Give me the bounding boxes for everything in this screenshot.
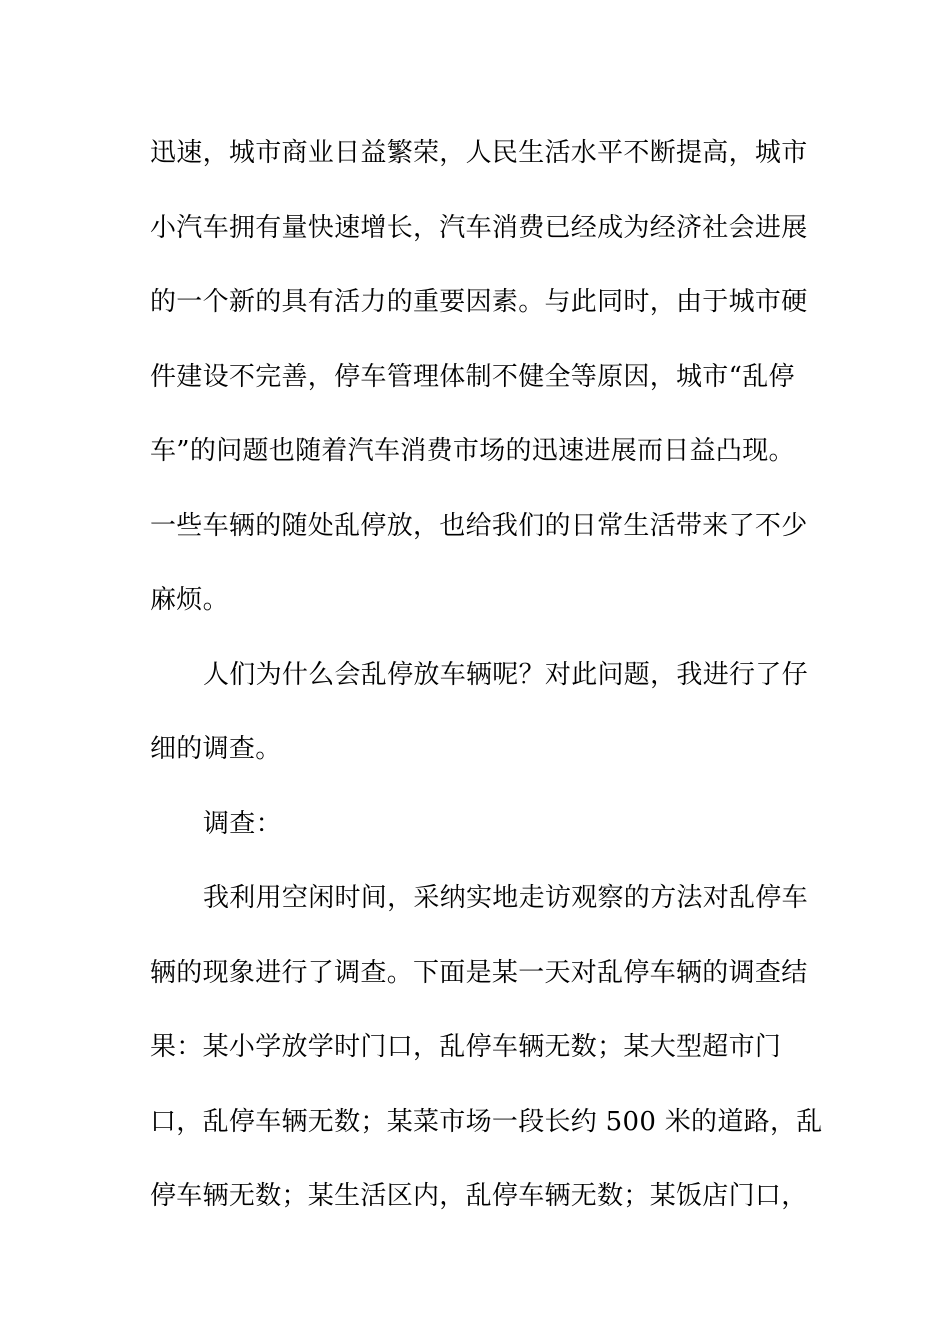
text-line: 停车辆无数；某生活区内，乱停车辆无数；某饭店门口，	[150, 1181, 808, 1211]
text-line: 的一个新的具有活力的重要因素。与此同时，由于城市硬	[150, 287, 808, 317]
text-line: 辆的现象进行了调查。下面是某一天对乱停车辆的调查结	[150, 957, 808, 988]
text-line: 车”的问题也随着汽车消费市场的迅速进展而日益凸现。	[150, 436, 795, 466]
paragraph-start-line: 人们为什么会乱停放车辆呢？对此问题，我进行了仔	[203, 659, 808, 690]
text-line: 迅速，城市商业日益繁荣，人民生活水平不断提高，城市	[150, 138, 808, 168]
text-line: 细的调查。	[150, 734, 282, 764]
text-line: 口，乱停车辆无数；某菜市场一段长约 500 米的道路，乱	[150, 1106, 823, 1137]
text-line: 小汽车拥有量快速增长，汽车消费已经成为经济社会进展	[150, 212, 808, 243]
section-heading: 调查：	[203, 808, 282, 839]
body-text	[150, 127, 823, 1245]
text-line: 麻烦。	[150, 585, 229, 615]
text-line: 一些车辆的随处乱停放，也给我们的日常生活带来了不少	[150, 510, 808, 541]
text-line: 件建设不完善，停车管理体制不健全等原因，城市“乱停	[150, 361, 795, 392]
paragraph-start-line: 我利用空闲时间，采纳实地走访观察的方法对乱停车	[203, 883, 808, 913]
text-line: 果：某小学放学时门口，乱停车辆无数；某大型超市门	[150, 1032, 782, 1062]
